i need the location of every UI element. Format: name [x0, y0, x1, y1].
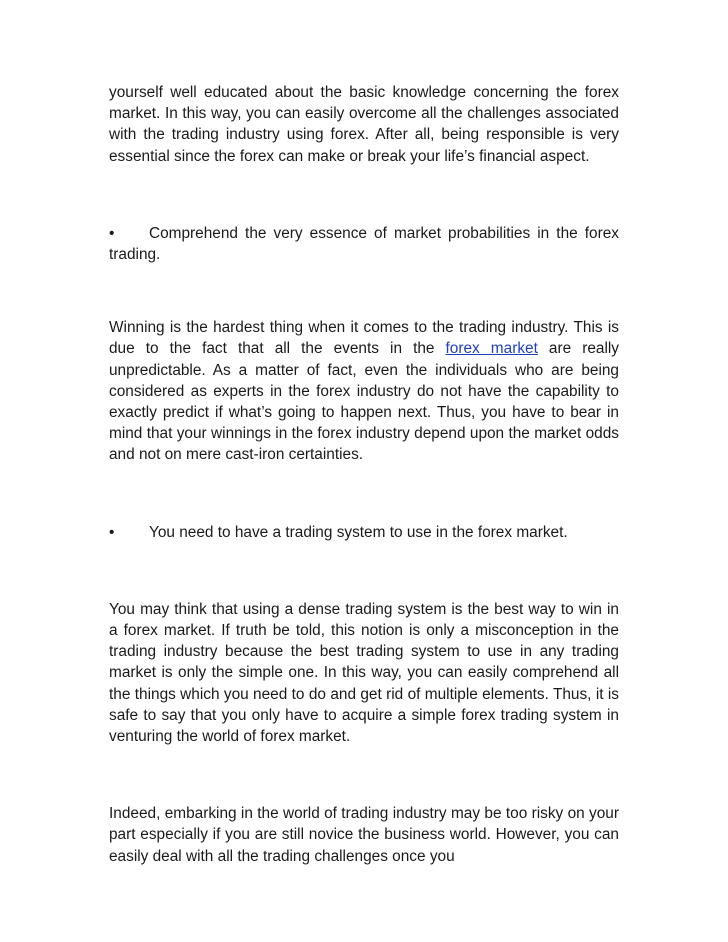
bullet-symbol: •: [109, 224, 115, 242]
paragraph-1: yourself well educated about the basic knowledge concerning the forex market. In this way, you can easily overcome all the challenges associated with the trading industry using forex. After all, being responsible is very essential since the forex can make or break your life’s financial aspect.: [109, 84, 619, 165]
spacer: [109, 747, 619, 803]
paragraph-2-text-a: Winning is the hardest thing when it comes to the trading industry. This is due to the fact that all the events in the: [109, 319, 619, 358]
bullet-item-1: [109, 223, 619, 265]
forex-market-link[interactable]: forex market: [445, 340, 538, 358]
spacer: [109, 167, 619, 223]
paragraph-4: Indeed, embarking in the world of trading industry may be too risky on your part especially if you are still novice the business world. However, you can easily deal with all the trading challenges once you: [109, 805, 619, 865]
bullet-text: You need to have a trading system to use in the forex market.: [149, 523, 568, 541]
paragraph-3: You may think that using a dense trading system is the best way to win in a forex market. If truth be told, this notion is only a misconception in the trading industry because the best trading system to use in any trading market is only the simple one. In this way, you can easily comprehend all the things which you need to do and get rid of multiple elements. Thus, it is safe to say that you only have to acquire a simple forex trading system in venturing the world of forex market.: [109, 600, 619, 746]
paragraph-2: [109, 317, 619, 465]
spacer: [109, 466, 619, 522]
bullet-symbol: •: [109, 523, 115, 541]
bullet-text: Comprehend the very essence of market probabilities in the forex trading.: [109, 224, 619, 264]
bullet-item-2: [109, 522, 619, 543]
document-body: [109, 82, 619, 867]
spacer: [109, 265, 619, 317]
paragraph-2-text-b: are really unpredictable. As a matter of fact, even the individuals who are being considered as experts in the forex industry do not have the capability to exactly predict if what’s going to happen next. Thus, you have to bear in mind that your winnings in the forex industry depend upon the market odds and not on mere cast-iron certainties.: [109, 340, 620, 464]
spacer: [109, 543, 619, 599]
